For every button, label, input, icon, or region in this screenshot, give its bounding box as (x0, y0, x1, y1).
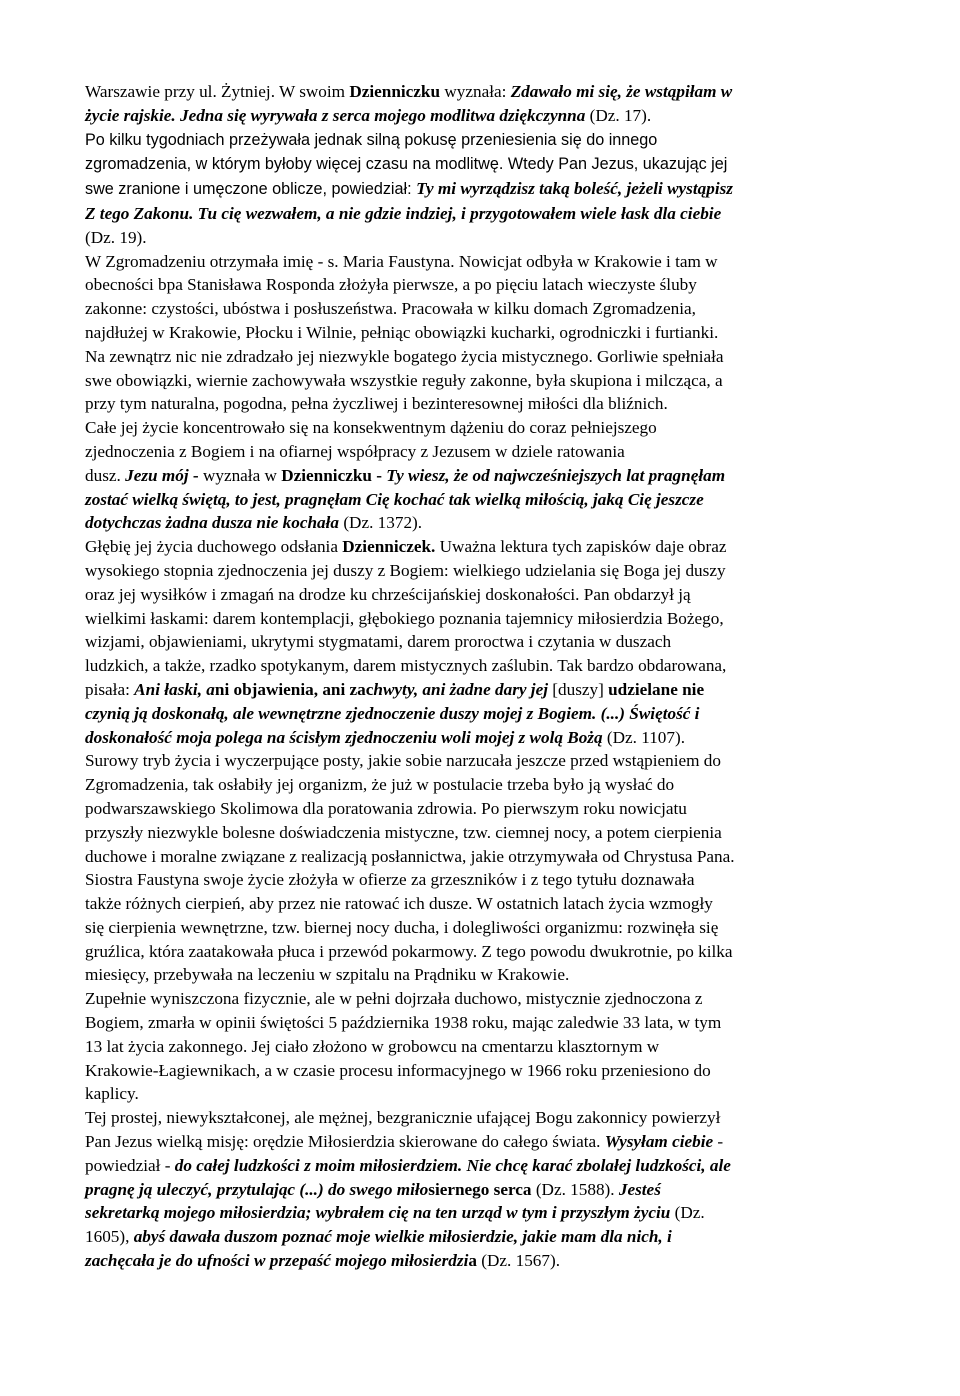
text-run: podwarszawskiego Skolimowa dla poratowania zdrowia. Po pierwszym roku nowicjatu (85, 798, 687, 818)
text-run-bolditalic: Jezu mój (125, 465, 189, 485)
text-run-sans: swe zranione i umęczone oblicze, powiedział: (85, 180, 417, 199)
text-line (85, 797, 885, 821)
text-run: Zgromadzenia, tak osłabiły jej organizm, że już w postulacie trzeba było ją wysłać do (85, 775, 675, 795)
suffering-paragraph (85, 749, 885, 987)
text-run: wysokiego stopnia zjednoczenia jej duszy z Bogiem: wielkiego udzielania się Boga jej duszy (85, 560, 726, 580)
text-line (85, 128, 885, 153)
text-run: najdłużej w Krakowie, Płocku i Wilnie, pełniąc obowiązki kucharki, ogrodniczki i furtianki. (85, 322, 719, 342)
text-line (85, 392, 885, 416)
text-run-bold: ni objawienia, ani zac (214, 679, 374, 699)
text-run-bolditalic: Ani łaski, a (134, 679, 215, 699)
text-run-bolditalic: Zdawało mi się, że wstąpiłam w (510, 82, 733, 101)
text-run: powiedział - (85, 1155, 175, 1175)
text-line (85, 845, 885, 869)
text-run: Całe jej życie koncentrowało się na konsekwentnym dążeniu do coraz pełniejszego (85, 418, 657, 438)
text-run: ludzkich, a także, rzadko spotykanym, darem mistycznych zaślubin. Tak bardzo obdarowana, (85, 656, 727, 676)
text-run: przyszły niezwykle bolesne doświadczenia mistyczne, tzw. ciemnej nocy, a potem cierpienia (85, 822, 722, 842)
text-line (85, 202, 885, 226)
text-line (85, 464, 885, 488)
text-line (85, 80, 885, 104)
text-run: (Dz. 1107). (602, 727, 685, 747)
text-run: dusz. (85, 465, 126, 485)
text-run: W Zgromadzeniu otrzymała imię - s. Maria Faustyna. Nowicjat odbyła w Krakowie i tam w (85, 251, 718, 271)
text-run-bold: - (188, 465, 203, 485)
text-run: (Dz. 19). (85, 227, 147, 247)
union-paragraph (85, 416, 885, 535)
text-run: (Dz. (670, 1203, 705, 1223)
text-line (85, 940, 885, 964)
text-line (85, 1106, 885, 1130)
text-run-bolditalic: czynią ją doskonałą, ale wewnętrzne zjednoczenie duszy mojej z Bogiem. (...) Świętość i (85, 703, 700, 723)
text-line (85, 104, 885, 128)
text-line (85, 916, 885, 940)
text-run: się cierpienia wewnętrzne, tzw. biernej nocy ducha, i dolegliwości organizmu: rozwinęła się (85, 917, 719, 937)
text-run-bolditalic: Ty wiesz, że od najwcześniejszych lat pragnęłam (386, 465, 726, 485)
text-line (85, 607, 885, 631)
text-line (85, 1059, 885, 1083)
text-line (85, 250, 885, 274)
text-run-bold: udzielane nie (608, 679, 705, 699)
text-run: wyznała w (202, 465, 282, 485)
text-run: wyznała: (440, 82, 511, 101)
text-run-bolditalic: sekretarką mojego miłosierdzia; wybrałem cię na ten urząd w tym i przyszłym życiu (85, 1203, 671, 1223)
text-run: 13 lat życia zakonnego. Jej ciało złożono w grobowcu na cmentarzu klasztornym w (85, 1036, 660, 1056)
text-run: - (713, 1132, 724, 1152)
text-run: zjednoczenia z Bogiem i na ofiarnej współpracy z Jezusem w dziele ratowania (85, 441, 625, 461)
text-run: przy tym naturalna, pogodna, pełna życzliwej i bezinteresownej miłości dla bliźnich. (85, 394, 668, 414)
text-line (85, 1082, 885, 1106)
text-run: gruźlica, która zaatakowała płuca i przewód pokarmowy. Z tego powodu dwukrotnie, po kilka (85, 941, 733, 961)
text-run-bold: siernego serca (428, 1179, 532, 1199)
text-run-bolditalic: pragnę ją uleczyć, przytulając (...) do swego miło (85, 1179, 429, 1199)
text-line (85, 152, 885, 177)
text-line (85, 1011, 885, 1035)
text-run: zakonne: czystości, ubóstwa i posłuszeństwa. Pracowała w kilku domach Zgromadzenia, (85, 299, 696, 319)
text-line (85, 702, 885, 726)
intro-paragraph (85, 80, 885, 250)
text-run: (Dz. 1588). (531, 1179, 619, 1199)
text-run: Tej prostej, niewykształconej, ale mężnej, bezgranicznie ufającej Bogu zakonnicy powierzył (85, 1108, 721, 1128)
text-line (85, 488, 885, 512)
text-run-bolditalic: doskonałość moja polega na ścisłym zjednoczeniu woli mojej z wolą Bożą (85, 727, 603, 747)
text-run: pisała: (85, 679, 135, 699)
text-line (85, 1130, 885, 1154)
text-run: Bogiem, zmarła w opinii świętości 5 października 1938 roku, mając zaledwie 33 lata, w tym (85, 1013, 722, 1033)
text-run: Surowy tryb życia i wyczerpujące posty, jakie sobie narzucała jeszcze przed wstąpieniem do (85, 751, 721, 771)
text-run-sans: Wtedy Pan Jezus, ukazując jej (507, 155, 728, 174)
text-run: (Dz. 17). (585, 105, 652, 125)
text-line (85, 987, 885, 1011)
document-page (85, 80, 885, 1273)
death-paragraph (85, 987, 885, 1106)
text-line (85, 1225, 885, 1249)
text-run-bolditalic: hwyty, ani żadne dary jej (373, 679, 548, 699)
text-run: Na zewnątrz nic nie zdradzało jej niezwykle bogatego życia mistycznego. Gorliwie spełniała (85, 346, 724, 366)
text-run-bold: a (468, 1251, 477, 1271)
text-run: także różnych cierpień, aby przez nie ratować ich dusze. W ostatnich latach życia wzmogły (85, 894, 713, 914)
text-run: miesięcy, przebywała na leczeniu w szpitalu na Prądniku w Krakowie. (85, 965, 570, 985)
text-line (85, 1249, 885, 1273)
text-run: Pan Jezus wielką misję: orędzie Miłosierdzia skierowane do całego świata. (85, 1132, 605, 1152)
text-run: Warszawie przy ul. Żytniej. W swoim (85, 82, 350, 101)
text-run: Siostra Faustyna swoje życie złożyła w ofierze za grzeszników i z tego tytułu doznawała (85, 870, 695, 890)
text-line (85, 345, 885, 369)
text-run-bolditalic: zachęcała je do ufności w przepaść mojego miłosierdzi (85, 1251, 469, 1271)
text-run-bolditalic: dotychczas żadna dusza nie kochała (85, 513, 340, 533)
spiritual-life-paragraph (85, 535, 885, 749)
text-run-bold: Dzienniczku - (281, 465, 387, 485)
text-run-bolditalic: abyś dawała duszom poznać moje wielkie miłosierdzie, jakie mam dla nich, i (133, 1227, 672, 1247)
text-run: (Dz. 1567). (476, 1251, 561, 1271)
text-run-bolditalic: Wysyłam ciebie (604, 1132, 714, 1152)
text-run: wielkimi łaskami: darem kontemplacji, głębokiego poznania tajemnicy miłosierdzia Bożego, (85, 608, 724, 628)
text-line (85, 749, 885, 773)
text-run-bolditalic: do całej ludzkości z moim miłosierdziem. Nie chcę karać zbolałej ludzkości, ale (174, 1155, 731, 1175)
text-run: obecności bpa Stanisława Rosponda złożyła pierwsze, a po pięciu latach wieczyste śluby (85, 275, 697, 295)
text-line (85, 892, 885, 916)
text-run: swe obowiązki, wiernie zachowywała wszystkie reguły zakonne, była skupiona i milcząca, a (85, 370, 723, 390)
text-line (85, 416, 885, 440)
text-line (85, 1201, 885, 1225)
text-line (85, 297, 885, 321)
text-line (85, 535, 885, 559)
text-line (85, 678, 885, 702)
text-line (85, 1154, 885, 1178)
text-run: (Dz. 1372). (339, 513, 423, 533)
text-line (85, 559, 885, 583)
text-line (85, 821, 885, 845)
text-line (85, 726, 885, 750)
text-run-bolditalic: życie rajskie. Jedna się wyrywała z serca mojego modlitwa dziękczynna (85, 105, 586, 125)
text-run: Głębię jej życia duchowego odsłania (85, 537, 343, 557)
text-run-sans: zgromadzenia, w którym byłoby więcej czasu na modlitwę. (85, 155, 508, 174)
text-line (85, 511, 885, 535)
text-run: Krakowie-Łagiewnikach, a w czasie procesu informacyjnego w 1966 roku przeniesiono do (85, 1060, 711, 1080)
text-run: duchowe i moralne związane z realizacją posłannictwa, jakie otrzymywała od Chrystusa Pana. (85, 846, 735, 866)
text-line (85, 440, 885, 464)
text-run: kaplicy. (85, 1084, 139, 1104)
text-run: Uważna lektura tych zapisków daje obraz (435, 537, 727, 557)
text-line (85, 1178, 885, 1202)
text-run: wizjami, objawieniami, ukrytymi stygmatami, darem proroctwa i czytania w duszach (85, 632, 672, 652)
text-line (85, 654, 885, 678)
text-line (85, 583, 885, 607)
text-run-sans: Po kilku tygodniach przeżywała jednak silną pokusę przeniesienia się do innego (85, 130, 658, 149)
text-line (85, 369, 885, 393)
text-line (85, 630, 885, 654)
text-run-bolditalic: Ty mi wyrządzisz taką boleść, jeżeli wystąpisz (416, 179, 733, 199)
text-run-bold: Dzienniczku (349, 82, 441, 101)
text-run-bolditalic: zostać wielką świętą, to jest, pragnęłam Cię kochać tak wielką miłością, jaką Cię jeszcze (85, 489, 704, 509)
mission-paragraph (85, 1106, 885, 1273)
text-line (85, 177, 885, 202)
text-line (85, 1035, 885, 1059)
text-run-bold: Dzienniczek. (342, 537, 436, 557)
text-line (85, 321, 885, 345)
text-run-bolditalic: Jesteś (618, 1179, 661, 1199)
text-line (85, 273, 885, 297)
text-run: Zupełnie wyniszczona fizycznie, ale w pełni dojrzała duchowo, mistycznie zjednoczona z (85, 989, 703, 1009)
text-line (85, 868, 885, 892)
vocation-paragraph (85, 250, 885, 417)
text-line (85, 963, 885, 987)
text-run: 1605), (85, 1227, 134, 1247)
text-run: [duszy] (547, 679, 609, 699)
text-line (85, 773, 885, 797)
text-run: oraz jej wysiłków i zmagań na drodze ku chrześcijańskiej doskonałości. Pan obdarzył ją (85, 584, 691, 604)
text-run-bolditalic: Z tego Zakonu. Tu cię wezwałem, a nie gdzie indziej, i przygotowałem wiele łask dla ciebie (85, 203, 722, 223)
text-line (85, 226, 885, 250)
